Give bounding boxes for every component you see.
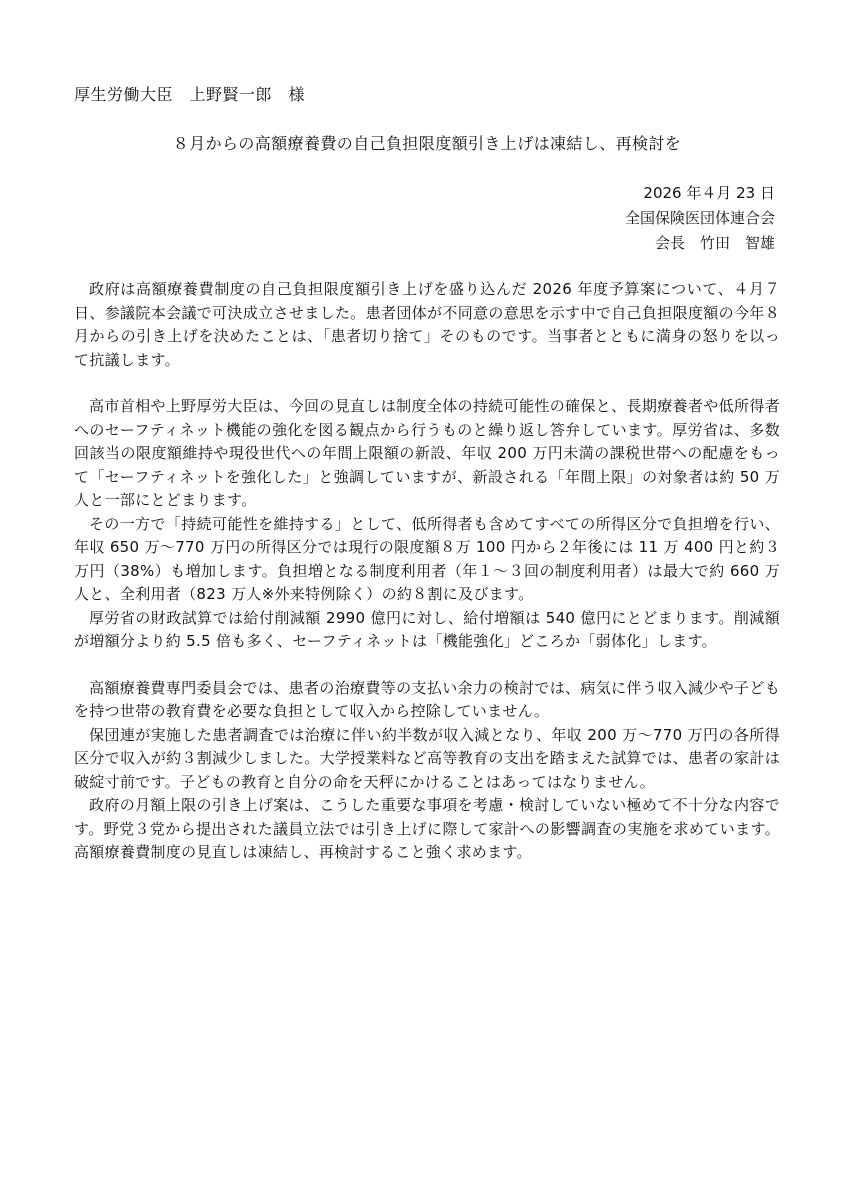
document-date: 2026 年４月 23 日 [643, 184, 775, 202]
paragraph: 高額療養費専門委員会では、患者の治療費等の支払い余力の検討では、病気に伴う収入減少や子どもを持つ世帯の教育費を必要な負担として収入から控除していません。 [74, 678, 780, 720]
paragraph-gap [74, 372, 780, 395]
paragraph: 政府の月額上限の引き上げ案は、こうした重要な事項を考慮・検討していない極めて不十分な内容です。野党３党から提出された議員立法では引き上げに際して家計への影響調査の実施を求めています。高額療養費制度の見直しは凍結し、再検討すること強く求めます。 [74, 796, 780, 861]
document-meta [74, 181, 780, 256]
organization-name: 全国保険医団体連合会 [624, 209, 775, 227]
paragraph-gap [74, 654, 780, 677]
paragraph: 高市首相や上野厚労大臣は、今回の見直しは制度全体の持続可能性の確保と、長期療養者や低所得者へのセーフティネット機能の強化を図る観点から行うものと繰り返し答弁しています。厚労省は、多数回該当の限度額維持や現役世代への年間上限額の新設、年収 200 万円未満の課税世帯への配慮をもって「セーフティネットを強化した」と強調していますが、新設される「年間上限」の対象者は約 50 万人と一部にとどまります。 [74, 397, 780, 509]
paragraph: 厚労省の財政試算では給付削減額 2990 億円に対し、給付増額は 540 億円にとどまります。削減額が増額分より約 5.5 倍も多く、セーフティネットは「機能強化」どころか「弱体化」します。 [74, 608, 780, 650]
paragraph: その一方で「持続可能性を維持する」として、低所得者も含めてすべての所得区分で負担増を行い、年収 650 万～770 万円の所得区分では現行の限度額８万 100 円から２年後には 11 万 400 円と約３万円（38%）も増加します。負担増となる制度利用者（年１～３回の制度利用者）は最大で約 660 万人と、全利用者（823 万人※外来特例除く）の約８割に及びます。 [74, 514, 780, 603]
document-page [74, 83, 780, 865]
paragraph: 政府は高額療養費制度の自己負担限度額引き上げを盛り込んだ 2026 年度予算案について、４月７日、参議院本会議で可決成立させました。患者団体が不同意の意思を示す中で自己負担限度額の今年８月からの引き上げを決めたことは、「患者切り捨て」そのものです。当事者とともに満身の怒りを以って抗議します。 [74, 280, 780, 369]
paragraph: 保団連が実施した患者調査では治療に伴い約半数が収入減となり、年収 200 万～770 万円の各所得区分で収入が約３割減少しました。大学授業料など高等教育の支出を踏まえた試算では、患者の家計は破綻寸前です。子どもの教育と自分の命を天秤にかけることはあってはなりません。 [74, 725, 780, 791]
author-name: 会長 竹田 智雄 [654, 234, 775, 252]
addressee: 厚生労働大臣 上野賢一郎 様 [74, 85, 306, 104]
document-title: ８月からの高額療養費の自己負担限度額引き上げは凍結し、再検討を [172, 134, 682, 153]
document-body [74, 278, 780, 865]
